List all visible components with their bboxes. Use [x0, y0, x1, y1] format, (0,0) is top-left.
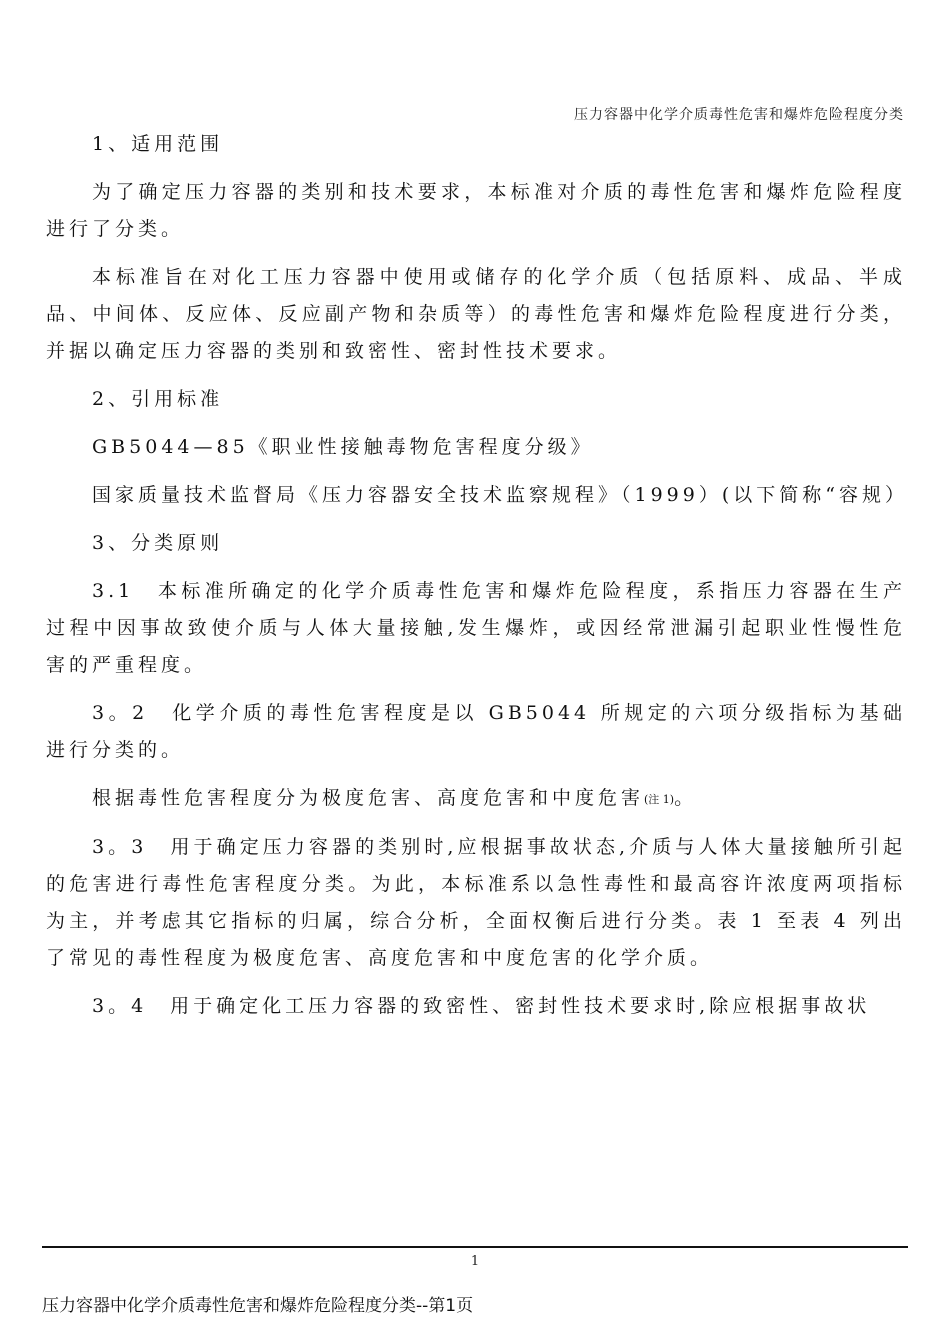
clause-3-1: 3.1 本标准所确定的化学介质毒性危害和爆炸危险程度，系指压力容器在生产过程中因事故致使介质与人体大量接触,发生爆炸，或因经常泄漏引起职业性慢性危害的严重程度。 [46, 580, 906, 676]
running-header: 压力容器中化学介质毒性危害和爆炸危险程度分类 [574, 107, 904, 123]
document-body [46, 126, 906, 1025]
section-1-paragraph-1: 为了确定压力容器的类别和技术要求，本标准对介质的毒性危害和爆炸危险程度进行了分类。 [46, 181, 906, 240]
clause-3-2-grading-text: 根据毒性危害程度分为极度危害、高度危害和中度危害 [92, 787, 645, 809]
reference-pressure-vessel-regulation: 国家质量技术监督局《压力容器安全技术监察规程》（1999）(以下简称“容规） [92, 484, 908, 506]
clause-3-4: 3。4 用于确定化工压力容器的致密性、密封性技术要求时,除应根据事故状 [92, 995, 871, 1017]
section-1-heading: 1、适用范围 [92, 133, 224, 155]
clause-3-2-grading-end: 。 [674, 787, 698, 809]
section-2-heading: 2、引用标准 [92, 388, 224, 410]
footer-divider [42, 1246, 908, 1248]
section-1-paragraph-2: 本标准旨在对化工压力容器中使用或储存的化学介质（包括原料、成品、半成品、中间体、反应体、反应副产物和杂质等）的毒性危害和爆炸危险程度进行分类，并据以确定压力容器的类别和致密性、密封性技术要求。 [46, 266, 906, 362]
footer-caption: 压力容器中化学介质毒性危害和爆炸危险程度分类--第1页 [42, 1296, 474, 1316]
section-3-heading: 3、分类原则 [92, 532, 224, 554]
clause-3-3: 3。3 用于确定压力容器的类别时,应根据事故状态,介质与人体大量接触所引起的危害进行毒性危害程度分类。为此，本标准系以急性毒性和最高容许浓度两项指标为主，并考虑其它指标的归属，综合分析，全面权衡后进行分类。表 1 至表 4 列出了常见的毒性程度为极度危害、高度危害和中度危害的化学介质。 [46, 836, 906, 969]
clause-3-2-grading [46, 780, 906, 818]
page-number: 1 [470, 1254, 480, 1269]
clause-3-2: 3。2 化学介质的毒性危害程度是以 GB5044 所规定的六项分级指标为基础进行分类的。 [46, 702, 906, 761]
reference-gb5044: GB5044—85《职业性接触毒物危害程度分级》 [92, 436, 594, 458]
note-1-marker: (注 1) [644, 793, 675, 806]
